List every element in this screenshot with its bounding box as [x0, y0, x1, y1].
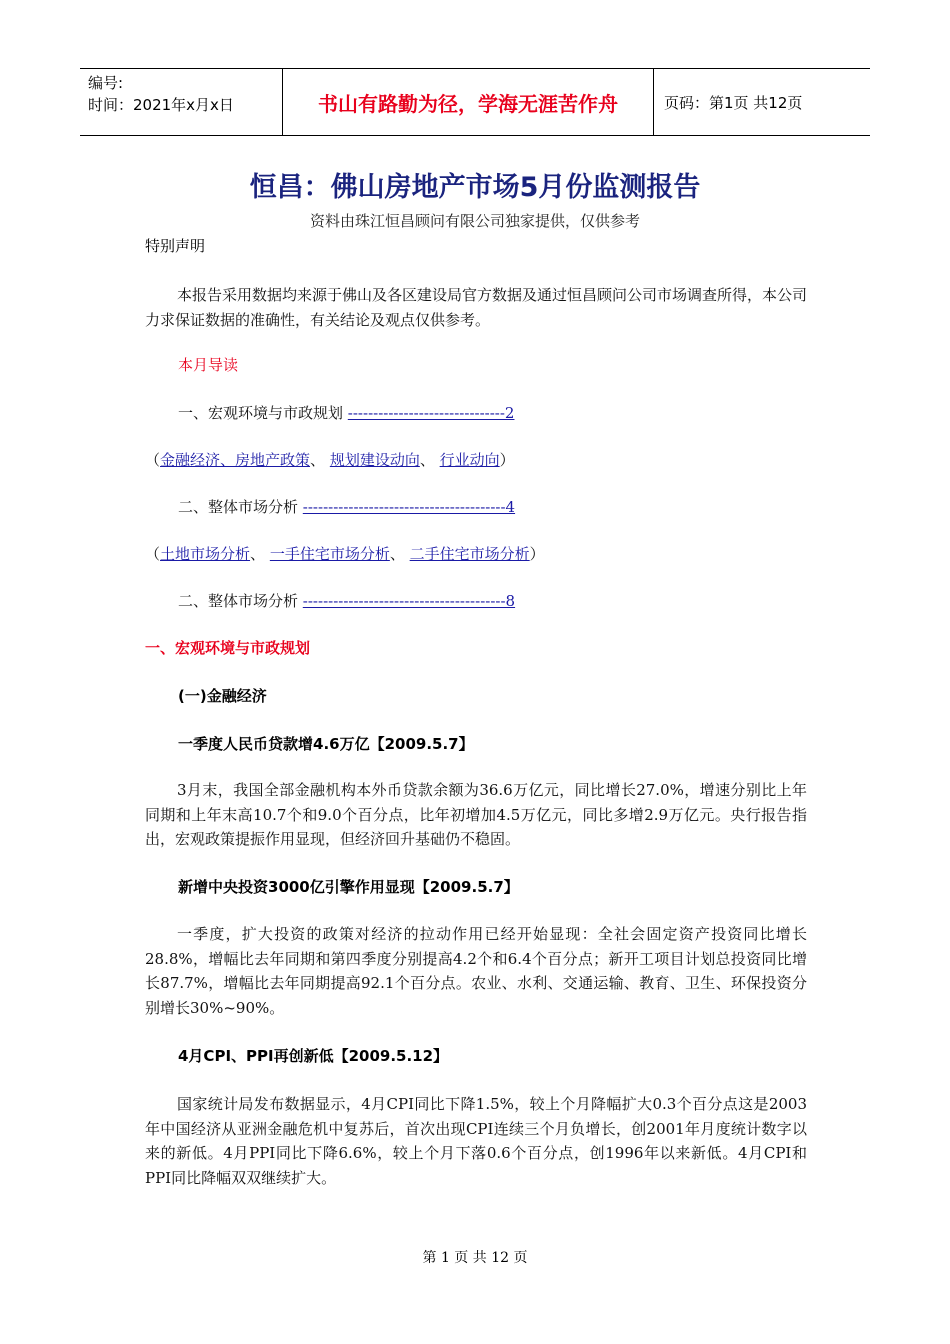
article-headline: 4月CPI、PPI再创新低【2009.5.12】 [178, 1047, 449, 1065]
article-body: 3月末，我国全部金融机构本外币贷款余额为36.6万亿元，同比增长27.0%，增速分别比上年同期和上年末高10.7个和9.0个百分点，比年初增加4.5万亿元，同比多增2.9万亿元。央行报告指出，宏观政策提振作用显现，但经济回升基础仍不稳固。 [145, 781, 807, 848]
toc-link-finance[interactable]: 金融经济、房地产政策 [160, 451, 311, 469]
statement-text: 本报告采用数据均来源于佛山及各区建设局官方数据及通过恒昌顾问公司市场调查所得，本公司力求保证数据的准确性，有关结论及观点仅供参考。 [145, 286, 808, 329]
report-subtitle: 资料由珠江恒昌顾问有限公司独家提供，仅供参考 [309, 212, 640, 230]
toc-link-industry[interactable]: 行业动向 [439, 451, 500, 469]
toc-link-new-housing[interactable]: 一手住宅市场分析 [269, 545, 390, 563]
article-body: 国家统计局发布数据显示，4月CPI同比下降1.5%，较上个月降幅扩大0.3个百分点这是2003年中国经济从亚洲金融危机中复苏后，首次出现CPI连续三个月负增长，创2001年月度统计数字以来的新低。4月PPI同比下降6.6%，较上个月下落0.6个百分点，创1996年以来新低。4月CPI和PPI同比降幅双双继续扩大。 [145, 1095, 807, 1187]
article-body: 一季度，扩大投资的政策对经济的拉动作用已经开始显现：全社会固定资产投资同比增长28.8%，增幅比去年同期和第四季度分别提高4.2个和6.4个百分点；新开工项目计划总投资同比增长87.7%，增幅比去年同期提高92.1个百分点。农业、水利、交通运输、教育、卫生、环保投资分别增长30%~90%。 [145, 925, 807, 1017]
toc-link-land[interactable]: 土地市场分析 [160, 545, 251, 563]
header-page-info: 页码：第1页 共12页 [664, 93, 803, 112]
page-header [80, 68, 870, 136]
toc-leader-link[interactable]: ----------------------------------------4 [302, 498, 516, 516]
number-label: 编号: [88, 74, 124, 92]
toc-item-3[interactable] [178, 589, 515, 613]
time-label: 时间：2021年x月x日 [88, 96, 234, 114]
subsection-heading: (一)金融经济 [178, 687, 267, 705]
toc-sub-1 [145, 448, 515, 472]
separator: 、 [250, 545, 266, 563]
article-headline: 新增中央投资3000亿引擎作用显现【2009.5.7】 [178, 878, 519, 896]
toc-label: 一、宏观环境与市政规划 [178, 404, 344, 422]
toc-label: 二、整体市场分析 [178, 498, 299, 516]
toc-label: 二、整体市场分析 [178, 592, 299, 610]
toc-leader-link[interactable]: -------------------------------2 [347, 404, 515, 422]
paren-close: ） [529, 545, 545, 563]
toc-leader-link[interactable]: ----------------------------------------8 [302, 592, 516, 610]
toc-link-resale-housing[interactable]: 二手住宅市场分析 [409, 545, 530, 563]
separator: 、 [389, 545, 405, 563]
header-meta [80, 69, 282, 135]
page-footer: 第 1 页 共 12 页 [422, 1250, 528, 1266]
toc-item-2[interactable] [178, 495, 515, 519]
paren-open: （ [145, 451, 161, 469]
toc-sub-2 [145, 542, 545, 566]
report-title: 恒昌：佛山房地产市场5月份监测报告 [249, 172, 701, 203]
statement-label: 特别声明 [145, 237, 206, 255]
toc-link-planning[interactable]: 规划建设动向 [329, 451, 420, 469]
section-heading: 一、宏观环境与市政规划 [145, 639, 311, 657]
article-headline: 一季度人民币贷款增4.6万亿【2009.5.7】 [178, 735, 474, 753]
guide-title: 本月导读 [178, 356, 239, 374]
header-motto: 书山有路勤为径，学海无涯苦作舟 [282, 69, 654, 135]
paren-open: （ [145, 545, 161, 563]
toc-item-1[interactable] [178, 401, 514, 425]
separator: 、 [419, 451, 435, 469]
separator: 、 [310, 451, 326, 469]
paren-close: ） [499, 451, 515, 469]
